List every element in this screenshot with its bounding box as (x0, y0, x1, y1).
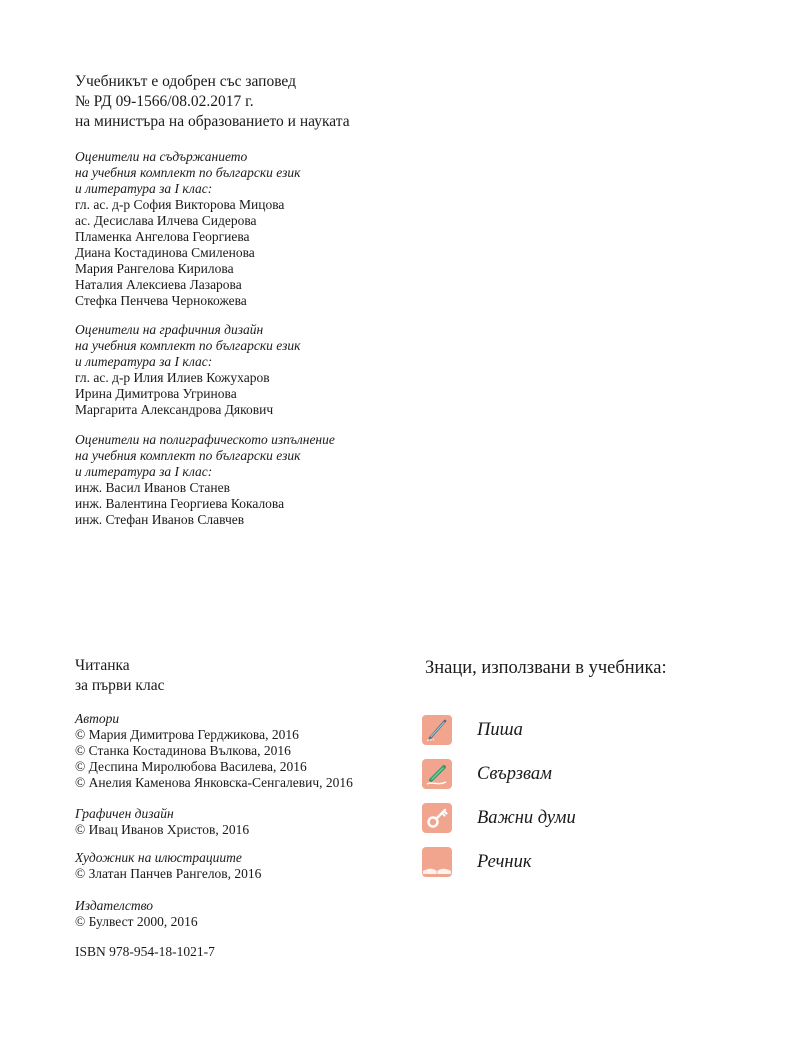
legend-label: Важни думи (477, 808, 576, 828)
author-name: © Анелия Каменова Янковска-Сенгалевич, 2016 (75, 775, 353, 790)
reviewer-name: Мария Рангелова Кирилова (75, 261, 234, 276)
author-name: © Станка Костадинова Вълкова, 2016 (75, 743, 291, 758)
section-heading: и литература за I клас: (75, 464, 213, 479)
credit-name: © Булвест 2000, 2016 (75, 914, 198, 929)
reviewer-name: Диана Костадинова Смиленова (75, 245, 255, 260)
book-icon (422, 847, 452, 877)
reviewer-name: Пламенка Ангелова Георгиева (75, 229, 250, 244)
pen-icon (422, 715, 452, 745)
reviewer-name: гл. ас. д-р Илия Илиев Кожухаров (75, 370, 270, 385)
credit-name: © Ивац Иванов Христов, 2016 (75, 822, 250, 837)
reviewer-name: инж. Стефан Иванов Славчев (75, 512, 245, 527)
legend-label: Свързвам (477, 764, 552, 784)
legend-label: Речник (477, 852, 532, 872)
reviewer-name: ас. Десислава Илчева Сидерова (75, 213, 257, 228)
marker-icon (422, 759, 452, 789)
section-heading: Оценители на полиграфическото изпълнение (75, 432, 335, 447)
reviewer-name: Стефка Пенчева Чернокожева (75, 293, 247, 308)
book-title-block (75, 656, 164, 696)
approval-notice (75, 72, 350, 132)
print-reviewers (75, 432, 335, 528)
approval-line: на министъра на образованието и науката (75, 113, 350, 130)
legend-label: Пиша (477, 720, 523, 740)
book-title: Читанка (75, 657, 130, 674)
content-reviewers (75, 149, 300, 309)
section-heading: Оценители на съдържанието (75, 149, 248, 164)
section-heading: на учебния комплект по български език (75, 165, 301, 180)
legend-item-write (422, 715, 702, 747)
approval-line: Учебникът е одобрен със заповед (75, 73, 296, 90)
publisher (75, 898, 198, 930)
section-heading: на учебния комплект по български език (75, 338, 301, 353)
section-heading: Автори (75, 711, 120, 726)
section-heading: и литература за I клас: (75, 354, 213, 369)
credit-name: © Златан Панчев Рангелов, 2016 (75, 866, 262, 881)
design-reviewers (75, 322, 300, 418)
legend-title: Знаци, използвани в учебника: (425, 658, 667, 678)
reviewer-name: Ирина Димитрова Угринова (75, 386, 237, 401)
section-heading: Оценители на графичния дизайн (75, 322, 264, 337)
legend-item-dictionary (422, 847, 702, 879)
graphic-design (75, 806, 249, 838)
illustrator (75, 850, 261, 882)
isbn: ISBN 978-954-18-1021-7 (75, 944, 215, 959)
section-heading: Издателство (75, 898, 154, 913)
reviewer-name: гл. ас. д-р София Викторова Мицова (75, 197, 285, 212)
section-heading: Художник на илюстрациите (75, 850, 242, 865)
reviewer-name: инж. Валентина Георгиева Кокалова (75, 496, 285, 511)
author-name: © Мария Димитрова Герджикова, 2016 (75, 727, 299, 742)
reviewer-name: Маргарита Александрова Дякович (75, 402, 274, 417)
reviewer-name: инж. Васил Иванов Станев (75, 480, 230, 495)
legend-item-connect (422, 759, 702, 791)
key-icon (422, 803, 452, 833)
legend-item-important-words (422, 803, 702, 835)
section-heading: и литература за I клас: (75, 181, 213, 196)
section-heading: на учебния комплект по български език (75, 448, 301, 463)
reviewer-name: Наталия Алексиева Лазарова (75, 277, 242, 292)
author-name: © Деспина Миролюбова Василева, 2016 (75, 759, 307, 774)
book-subtitle: за първи клас (75, 677, 165, 694)
section-heading: Графичен дизайн (75, 806, 174, 821)
approval-line: № РД 09-1566/08.02.2017 г. (75, 93, 254, 110)
authors (75, 711, 353, 791)
